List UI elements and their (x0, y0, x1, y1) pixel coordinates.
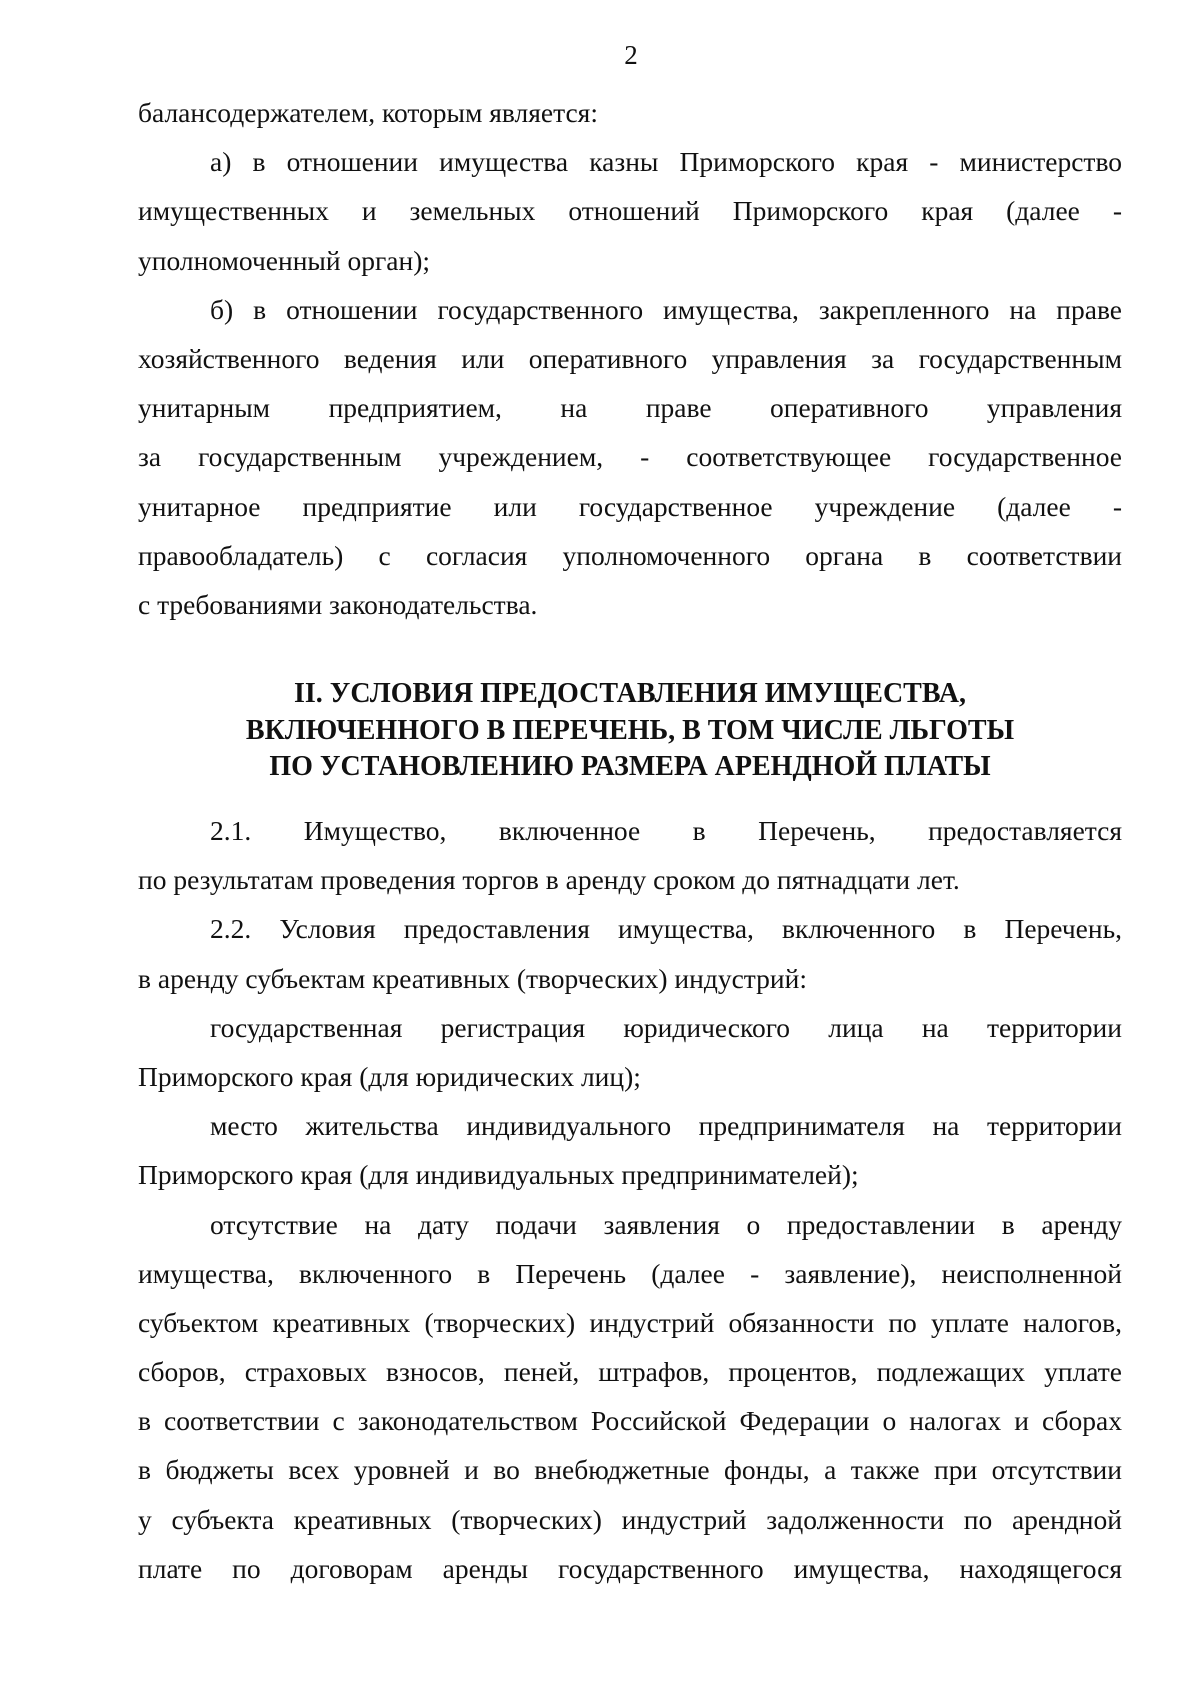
text-line: балансодержателем, которым является: (138, 97, 598, 128)
text-line: унитарным предприятием, на праве оперативного управления (138, 392, 1122, 424)
text-line: отсутствие на дату подачи заявления о предоставлении в аренду (210, 1208, 1122, 1240)
text-line: имущественных и земельных отношений Приморского края (далее - (138, 195, 1122, 227)
text-line: а) в отношении имущества казны Приморского края - министерство (210, 146, 1122, 178)
text-line: 2.1. Имущество, включенное в Перечень, предоставляется (210, 815, 1122, 846)
text-line: субъектом креативных (творческих) индустрий обязанности по уплате налогов, (138, 1306, 1122, 1338)
text-line: уполномоченный орган); (138, 244, 430, 276)
text-line: за государственным учреждением, - соответствующее государственное (138, 441, 1122, 473)
text-line: б) в отношении государственного имущества, закрепленного на праве (210, 293, 1122, 325)
text-line: плате по договорам аренды государственного имущества, находящегося (138, 1552, 1122, 1584)
text-line: у субъекта креативных (творческих) индустрий задолженности по арендной (138, 1503, 1122, 1535)
text-line: в бюджеты всех уровней и во внебюджетные фонды, а также при отсутствии (138, 1454, 1122, 1486)
text-line: правообладатель) с согласия уполномоченного органа в соответствии (138, 539, 1122, 571)
text-block-intro (138, 88, 1122, 629)
text-line: с требованиями законодательства. (138, 588, 538, 620)
text-line: унитарное предприятие или государственное учреждение (далее - (138, 490, 1122, 522)
heading-line: ПО УСТАНОВЛЕНИЮ РАЗМЕРА АРЕНДНОЙ ПЛАТЫ (269, 751, 991, 782)
text-line: в аренду субъектам креативных (творческих) индустрий: (138, 962, 807, 994)
heading-line: ВКЛЮЧЕННОГО В ПЕРЕЧЕНЬ, В ТОМ ЧИСЛЕ ЛЬГОТЫ (245, 714, 1015, 746)
page-number: 2 (624, 40, 638, 70)
text-line: государственная регистрация юридического лица на территории (210, 1011, 1122, 1043)
text-line: 2.2. Условия предоставления имущества, включенного в Перечень, (210, 913, 1122, 945)
text-line: место жительства индивидуального предпринимателя на территории (210, 1110, 1122, 1142)
text-line: сборов, страховых взносов, пеней, штрафов, процентов, подлежащих уплате (138, 1356, 1122, 1388)
text-block-conditions (138, 806, 1122, 1593)
text-line: Приморского края (для юридических лиц); (138, 1060, 641, 1092)
heading-line: II. УСЛОВИЯ ПРЕДОСТАВЛЕНИЯ ИМУЩЕСТВА, (294, 678, 966, 709)
text-line: по результатам проведения торгов в аренду сроком до пятнадцати лет. (138, 864, 960, 896)
text-line: хозяйственного ведения или оперативного управления за государственным (138, 342, 1122, 374)
text-line: имущества, включенного в Перечень (далее - заявление), неисполненной (138, 1257, 1122, 1289)
text-line: Приморского края (для индивидуальных предпринимателей); (138, 1159, 859, 1191)
text-line: в соответствии с законодательством Российской Федерации о налогах и сборах (138, 1405, 1122, 1437)
section-heading (138, 676, 1122, 786)
